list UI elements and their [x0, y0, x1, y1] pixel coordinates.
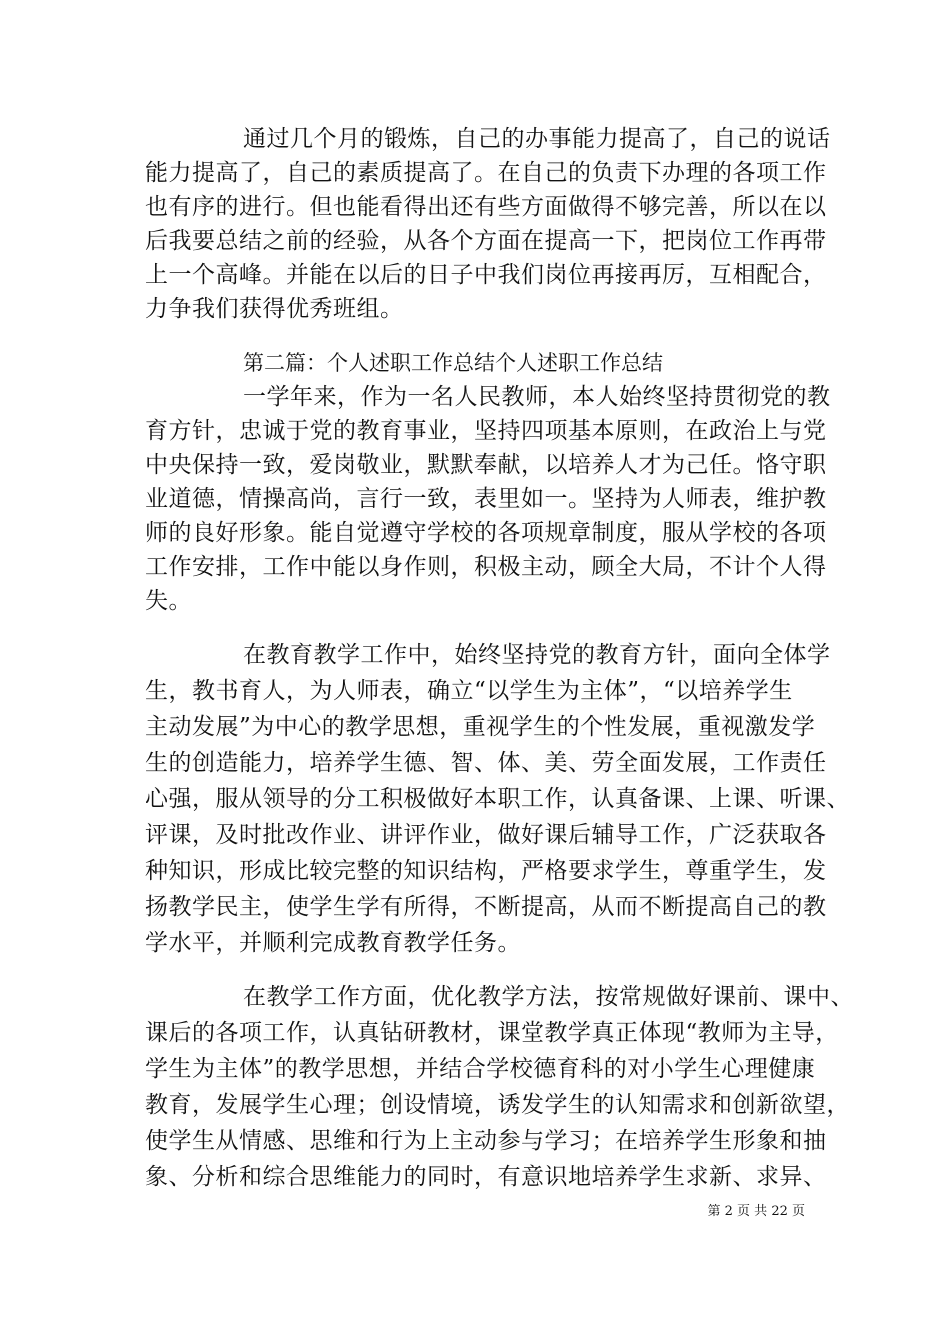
paragraph3-line-5: 心强，服从领导的分工积极做好本职工作，认真备课、上课、听课、 — [145, 786, 850, 812]
paragraph4-line-5: 使学生从情感、思维和行为上主动参与学习；在培养学生形象和抽 — [145, 1128, 827, 1154]
paragraph3-line-4: 生的创造能力，培养学生德、智、体、美、劳全面发展，工作责任 — [145, 750, 827, 776]
paragraph3-line-3: 主动发展”为中心的教学思想，重视学生的个性发展，重视激发学 — [145, 714, 816, 740]
paragraph3-line-9: 学水平，并顺利完成教育教学任务。 — [145, 930, 521, 956]
paragraph1-line-6: 力争我们获得优秀班组。 — [145, 296, 404, 322]
paragraph2-line-2: 育方针，忠诚于党的教育事业，坚持四项基本原则，在政治上与党 — [145, 418, 827, 444]
paragraph2-line-5: 师的良好形象。能自觉遵守学校的各项规章制度，服从学校的各项 — [145, 520, 827, 546]
paragraph4-line-4: 教育，发展学生心理；创设情境，诱发学生的认知需求和创新欲望， — [145, 1092, 850, 1118]
paragraph2-line-7: 失。 — [145, 588, 192, 614]
paragraph3-line-1: 在教育教学工作中，始终坚持党的教育方针，面向全体学 — [243, 642, 831, 668]
page-number-footer: 第 2 页 共 22 页 — [707, 1204, 805, 1219]
paragraph4-line-2: 课后的各项工作，认真钻研教材，课堂教学真正体现“教师为主导， — [145, 1020, 839, 1046]
paragraph2-line-6: 工作安排，工作中能以身作则，积极主动，顾全大局，不计个人得 — [145, 554, 827, 580]
paragraph1-line-2: 能力提高了，自己的素质提高了。在自己的负责下办理的各项工作 — [145, 160, 827, 186]
paragraph3-line-6: 评课，及时批改作业、讲评作业，做好课后辅导工作，广泛获取各 — [145, 822, 827, 848]
paragraph1-line-3: 也有序的进行。但也能看得出还有些方面做得不够完善，所以在以 — [145, 194, 827, 220]
section-heading: 第二篇：个人述职工作总结个人述职工作总结 — [243, 351, 663, 375]
paragraph1-line-4: 后我要总结之前的经验，从各个方面在提高一下，把岗位工作再带 — [145, 228, 827, 254]
paragraph3-line-2: 生，教书育人，为人师表，确立“以学生为主体”，“以培养学生 — [145, 678, 793, 704]
paragraph2-line-3: 中央保持一致，爱岗敬业，默默奉献，以培养人才为己任。恪守职 — [145, 452, 827, 478]
paragraph3-line-8: 扬教学民主，使学生学有所得，不断提高，从而不断提高自己的教 — [145, 894, 827, 920]
paragraph2-line-1: 一学年来，作为一名人民教师，本人始终坚持贯彻党的教 — [243, 384, 831, 410]
paragraph2-line-4: 业道德，情操高尚，言行一致，表里如一。坚持为人师表，维护教 — [145, 486, 827, 512]
paragraph4-line-3: 学生为主体”的教学思想，并结合学校德育科的对小学生心理健康 — [145, 1056, 816, 1082]
paragraph1-line-1: 通过几个月的锻炼，自己的办事能力提高了，自己的说话 — [243, 126, 831, 152]
paragraph3-line-7: 种知识，形成比较完整的知识结构，严格要求学生，尊重学生，发 — [145, 858, 827, 884]
paragraph4-line-6: 象、分析和综合思维能力的同时，有意识地培养学生求新、求异、 — [145, 1164, 827, 1190]
paragraph1-line-5: 上一个高峰。并能在以后的日子中我们岗位再接再厉，互相配合， — [145, 262, 827, 288]
paragraph4-line-1: 在教学工作方面，优化教学方法，按常规做好课前、课中、 — [243, 984, 854, 1010]
